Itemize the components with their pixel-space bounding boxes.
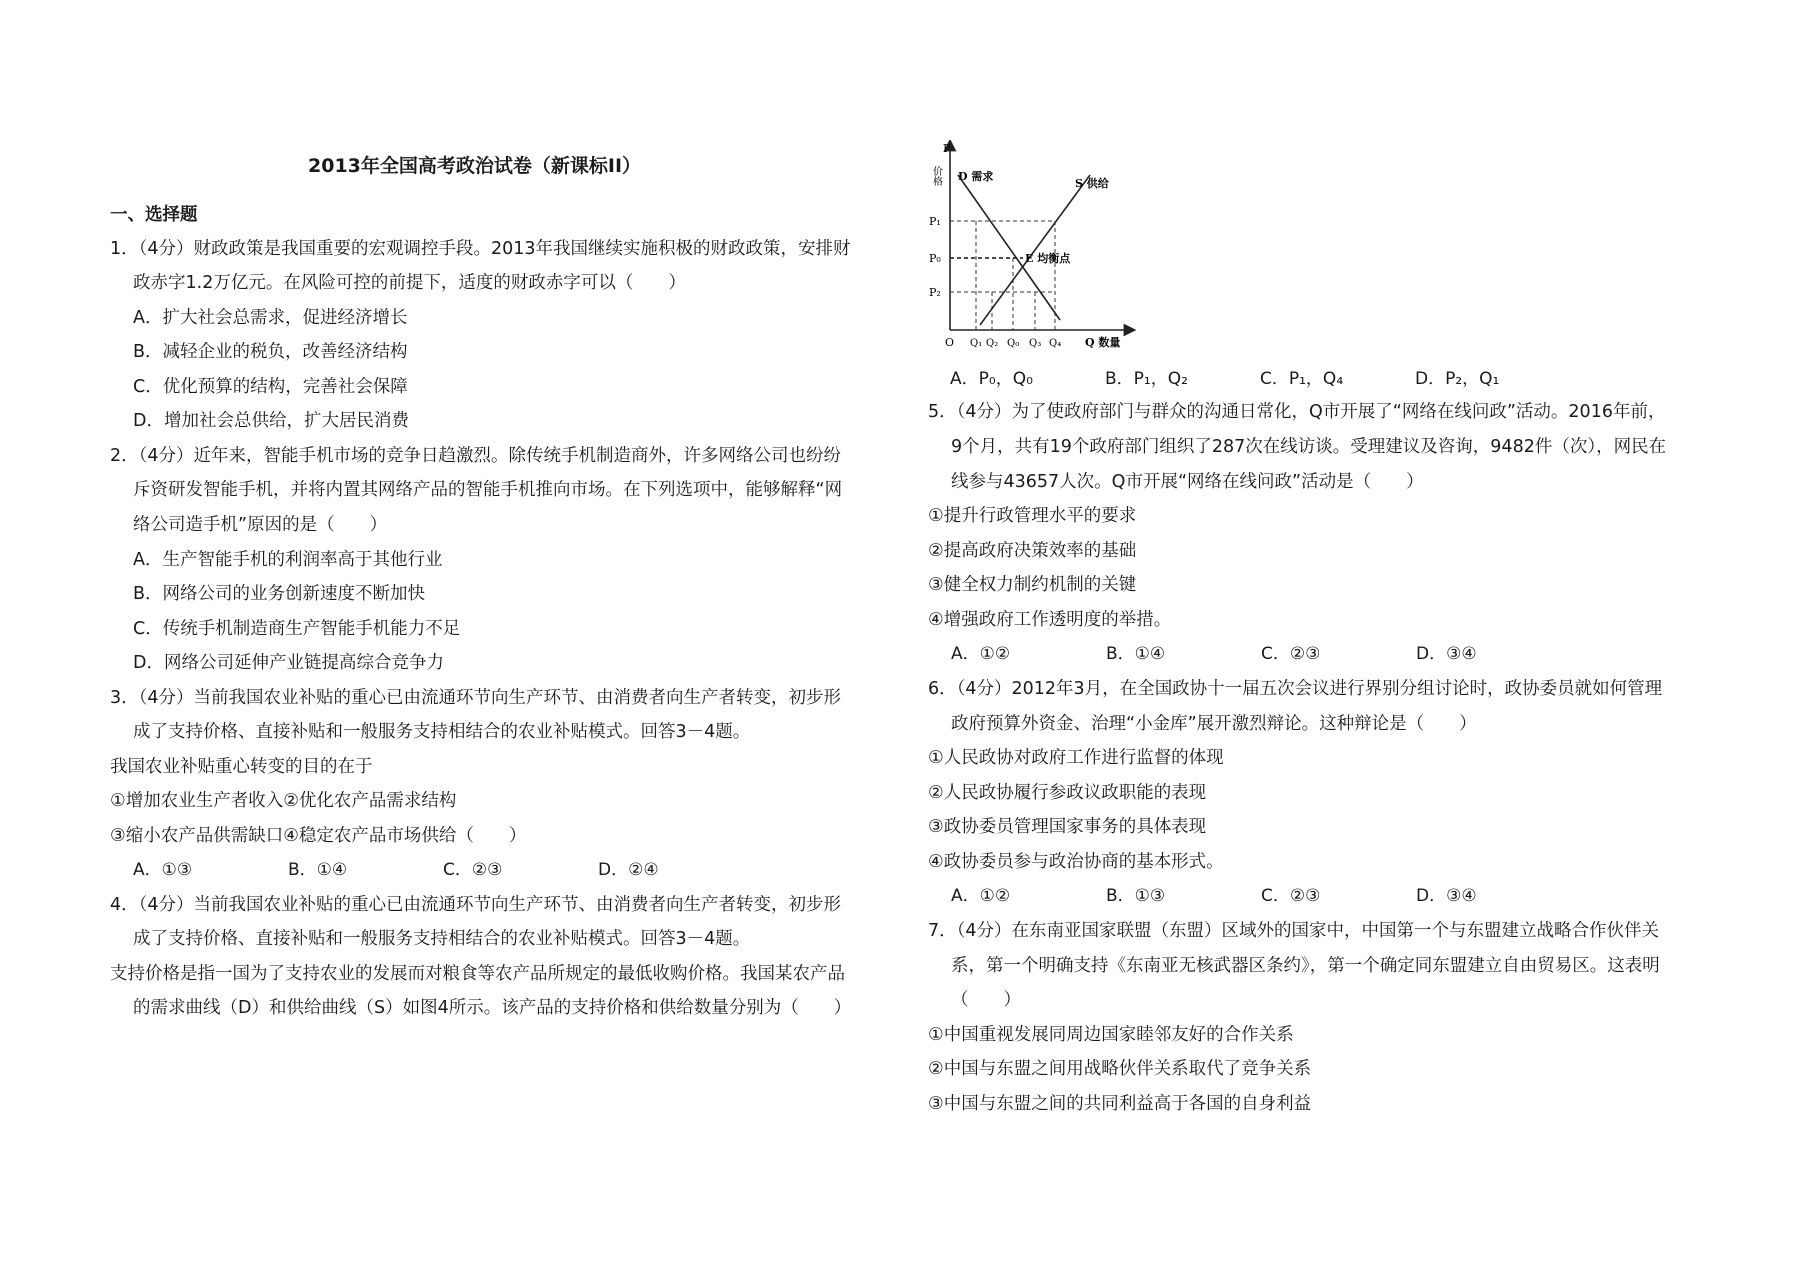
p2-label: P₂ — [929, 286, 941, 299]
question-4-line-3: 支持价格是指一国为了支持农业的发展而对粮食等农产品所规定的最低收购价格。我国某农产品 — [110, 964, 845, 984]
question-4-option-c: C．P₁，Q₄ — [1260, 369, 1344, 389]
question-5-line-3: 线参与43657人次。Q市开展“网络在线问政”活动是（ ） — [951, 472, 1424, 492]
question-3-option-d: D．②④ — [598, 860, 659, 880]
quantity-axis-label: Q 数量 — [1085, 336, 1121, 349]
question-1-option-c: C．优化预算的结构，完善社会保障 — [133, 377, 408, 397]
question-2-line-3: 络公司造手机”原因的是（ ） — [133, 515, 388, 535]
question-6-statement-1: ①人民政协对政府工作进行监督的体现 — [928, 748, 1224, 768]
demand-curve — [958, 175, 1060, 320]
question-7-statement-2: ②中国与东盟之间用战略伙伴关系取代了竞争关系 — [928, 1059, 1312, 1079]
supply-label: S 供给 — [1075, 177, 1109, 190]
question-3-statements-1: ①增加农业生产者收入②优化农产品需求结构 — [110, 791, 457, 811]
question-7-line-1: 7．（4分）在东南亚国家联盟（东盟）区域外的国家中，中国第一个与东盟建立战略合作伙伴关 — [928, 921, 1660, 941]
question-5-line-1: 5．（4分）为了使政府部门与群众的沟通日常化，Q市开展了“网络在线问政”活动。2016年前， — [928, 402, 1666, 422]
p0-label: P₀ — [929, 252, 941, 265]
demand-label: D 需求 — [958, 170, 994, 183]
question-2-option-b: B．网络公司的业务创新速度不断加快 — [133, 584, 426, 604]
question-3-option-b: B．①④ — [288, 860, 348, 880]
p1-label: P₁ — [929, 215, 941, 228]
q1-label: Q₁ — [970, 338, 983, 349]
question-5-statement-1: ①提升行政管理水平的要求 — [928, 506, 1137, 526]
q2-label: Q₂ — [986, 338, 999, 349]
question-4-line-1: 4．（4分）当前我国农业补贴的重心已由流通环节向生产环节、由消费者向生产者转变，初步形 — [110, 895, 842, 915]
q3-label: Q₃ — [1029, 338, 1042, 349]
question-3-line-1: 3．（4分）当前我国农业补贴的重心已由流通环节向生产环节、由消费者向生产者转变，初步形 — [110, 688, 842, 708]
question-1-option-b: B．减轻企业的税负，改善经济结构 — [133, 342, 408, 362]
question-2-option-d: D．网络公司延伸产业链提高综合竞争力 — [133, 653, 444, 673]
question-4-option-a: A．P₀，Q₀ — [950, 369, 1033, 389]
question-4-line-2: 成了支持价格、直接补贴和一般服务支持相结合的农业补贴模式。回答3－4题。 — [133, 929, 751, 949]
question-5-statement-2: ②提高政府决策效率的基础 — [928, 541, 1137, 561]
question-6-line-1: 6．（4分）2012年3月，在全国政协十一届五次会议进行界别分组讨论时，政协委员就如何管理 — [928, 679, 1663, 699]
page-title: 2013年全国高考政治试卷（新课标II） — [308, 155, 642, 177]
question-1-option-a: A．扩大社会总需求，促进经济增长 — [133, 308, 408, 328]
question-6-line-2: 政府预算外资金、治理“小金库”展开激烈辩论。这种辩论是（ ） — [951, 714, 1477, 734]
question-3-line-2: 成了支持价格、直接补贴和一般服务支持相结合的农业补贴模式。回答3－4题。 — [133, 722, 751, 742]
question-5-line-2: 9个月，共有19个政府部门组织了287次在线访谈。受理建议及咨询，9482件（次），网民在 — [951, 437, 1667, 457]
question-6-option-b: B．①③ — [1106, 886, 1166, 906]
q4-label: Q₄ — [1049, 338, 1062, 349]
question-5-option-c: C．②③ — [1261, 644, 1321, 664]
question-3-statements-2: ③缩小农产品供需缺口④稳定农产品市场供给（ ） — [110, 826, 527, 846]
question-2-option-a: A．生产智能手机的利润率高于其他行业 — [133, 550, 443, 570]
question-3-stem: 我国农业补贴重心转变的目的在于 — [110, 757, 373, 777]
question-6-option-a: A．①② — [951, 886, 1011, 906]
question-6-option-d: D．③④ — [1416, 886, 1477, 906]
section-heading: 一、选择题 — [110, 205, 198, 225]
question-5-option-b: B．①④ — [1106, 644, 1166, 664]
question-7-statement-3: ③中国与东盟之间的共同利益高于各国的自身利益 — [928, 1094, 1312, 1114]
q0-label: Q₀ — [1007, 338, 1020, 349]
question-7-statement-1: ①中国重视发展同周边国家睦邻友好的合作关系 — [928, 1025, 1294, 1045]
question-4-option-b: B．P₁，Q₂ — [1105, 369, 1188, 389]
question-7-line-2: 系，第一个明确支持《东南亚无核武器区条约》，第一个确定同东盟建立自由贸易区。这表明 — [951, 956, 1660, 976]
supply-demand-figure — [925, 140, 1155, 355]
equilibrium-label: E 均衡点 — [1025, 252, 1071, 265]
origin-label: O — [945, 336, 955, 349]
question-5-statement-4: ④增强政府工作透明度的举措。 — [928, 610, 1172, 630]
question-6-statement-3: ③政协委员管理国家事务的具体表现 — [928, 817, 1207, 837]
question-2-line-1: 2．（4分）近年来，智能手机市场的竞争日趋激烈。除传统手机制造商外，许多网络公司也纷纷 — [110, 446, 842, 466]
question-7-line-3: （ ） — [951, 990, 1021, 1010]
question-6-option-c: C．②③ — [1261, 886, 1321, 906]
question-4-line-4: 的需求曲线（D）和供给曲线（S）如图4所示。该产品的支持价格和供给数量分别为（ ） — [133, 998, 852, 1018]
question-5-option-a: A．①② — [951, 644, 1011, 664]
question-1-line-2: 政赤字1.2万亿元。在风险可控的前提下，适度的财政赤字可以（ ） — [133, 273, 686, 293]
price-axis-label: 价格 — [930, 166, 942, 186]
question-1-option-d: D．增加社会总供给，扩大居民消费 — [133, 411, 409, 431]
question-2-option-c: C．传统手机制造商生产智能手机能力不足 — [133, 619, 461, 639]
question-4-option-d: D．P₂，Q₁ — [1415, 369, 1500, 389]
question-3-option-a: A．①③ — [133, 860, 193, 880]
question-2-line-2: 斥资研发智能手机，并将内置其网络产品的智能手机推向市场。在下列选项中，能够解释“网 — [133, 480, 843, 500]
question-5-option-d: D．③④ — [1416, 644, 1477, 664]
question-1-line-1: 1．（4分）财政政策是我国重要的宏观调控手段。2013年我国继续实施积极的财政政策，安排财 — [110, 239, 851, 259]
question-6-statement-4: ④政协委员参与政治协商的基本形式。 — [928, 852, 1224, 872]
question-6-statement-2: ②人民政协履行参政议政职能的表现 — [928, 783, 1207, 803]
question-3-option-c: C．②③ — [443, 860, 503, 880]
p-axis-letter: P — [943, 142, 951, 155]
question-5-statement-3: ③健全权力制约机制的关键 — [928, 575, 1137, 595]
